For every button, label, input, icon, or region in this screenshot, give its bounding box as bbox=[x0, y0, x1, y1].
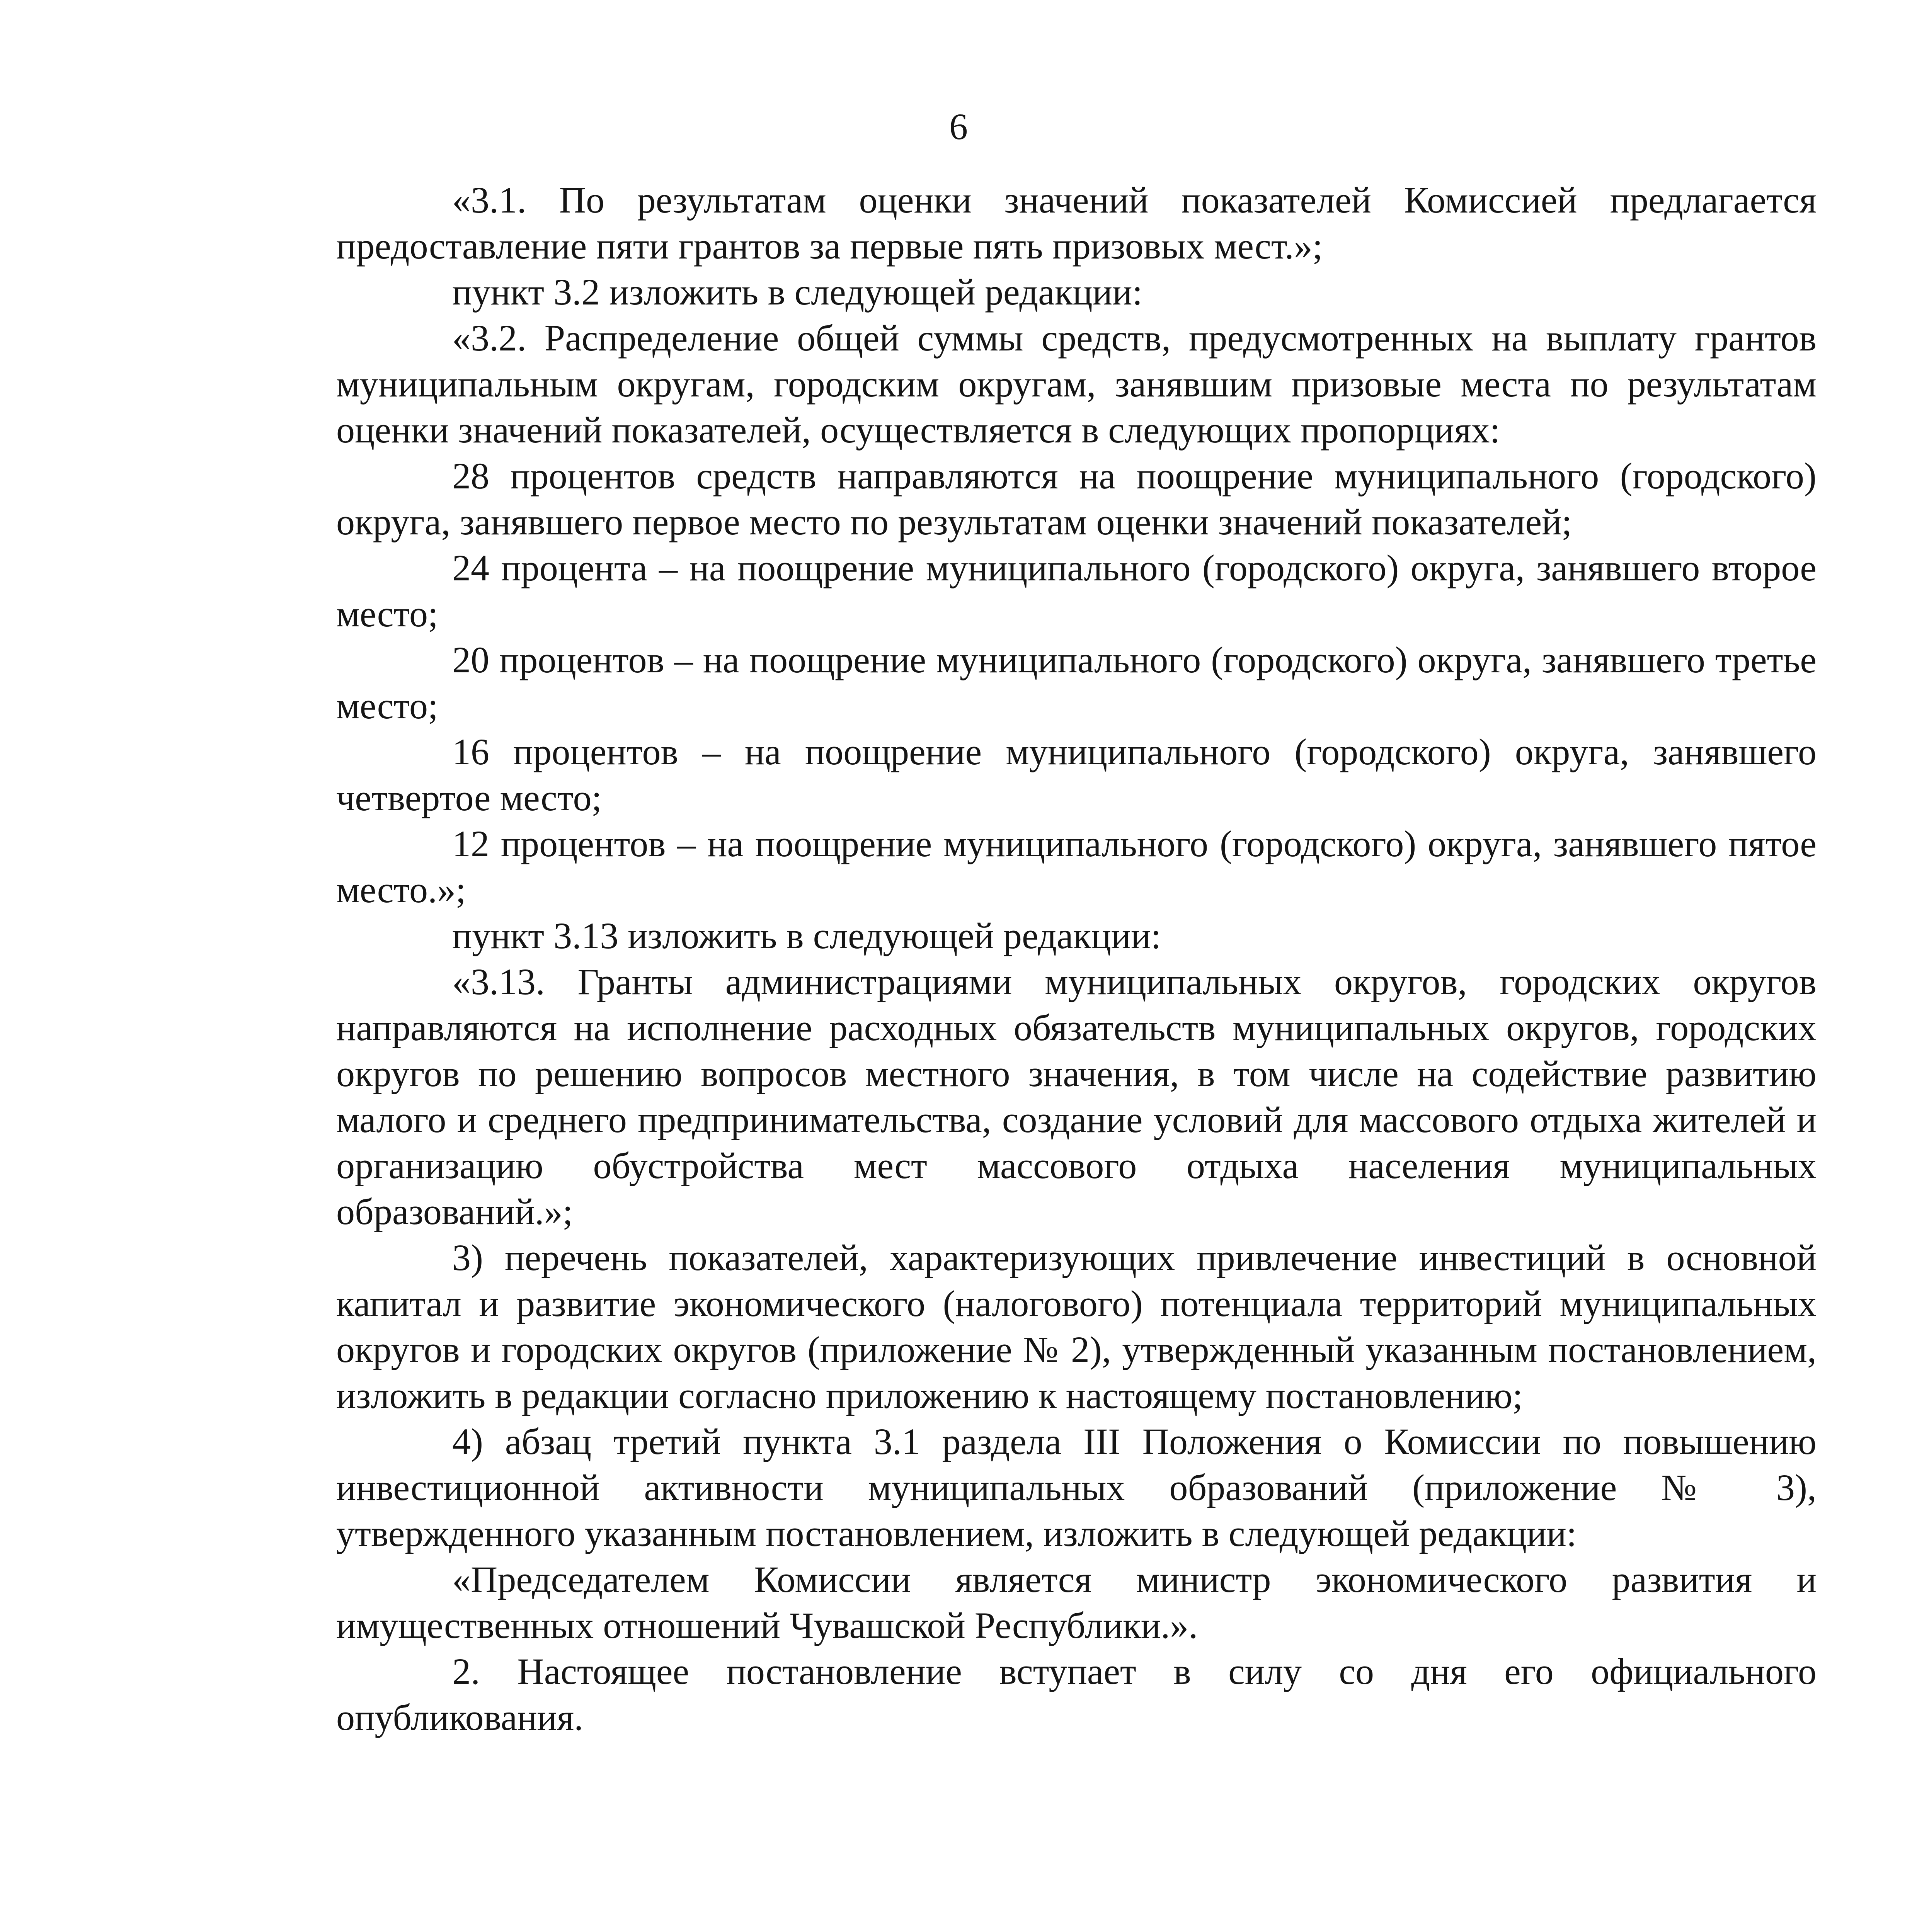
paragraph-3-13-quote: «3.13. Гранты администрациями муниципальных округов, городских округов направляются на исполнение расходных обязательств муниципальных округов, городских округов по решению вопросов местного значения, в том числе на содействие развитию малого и среднего предпринимательства, создание условий для массового отдыха жителей и организацию обустройства мест массового отдыха населения муниципальных образований.»; bbox=[336, 961, 1817, 1232]
paragraph-amend-3-2: пункт 3.2 изложить в следующей редакции: bbox=[452, 271, 1143, 313]
paragraph-12-percent: 12 процентов – на поощрение муниципального (городского) округа, занявшего пятое место.»; bbox=[336, 823, 1817, 910]
paragraph-item-3: 3) перечень показателей, характеризующих привлечение инвестиций в основной капитал и развитие экономического (налогового) потенциала территорий муниципальных округов и городских округов (приложение № 2), утвержденный указанным постановлением, изложить в редакции согласно приложению к настоящему постановлению; bbox=[336, 1237, 1817, 1416]
page-number: 6 bbox=[949, 106, 968, 147]
document-body bbox=[336, 177, 1817, 1740]
paragraph-24-percent: 24 процента – на поощрение муниципального (городского) округа, занявшего второе место; bbox=[336, 547, 1817, 634]
paragraph-item-4: 4) абзац третий пункта 3.1 раздела III Положения о Комиссии по повышению инвестиционной активности муниципальных образований (приложение № 3), утвержденного указанным постановлением, изложить в следующей редакции: bbox=[336, 1421, 1817, 1554]
paragraph-20-percent: 20 процентов – на поощрение муниципального (городского) округа, занявшего третье место; bbox=[336, 639, 1817, 726]
paragraph-16-percent: 16 процентов – на поощрение муниципального (городского) округа, занявшего четвертое место; bbox=[336, 731, 1817, 818]
paragraph-effective-date: 2. Настоящее постановление вступает в силу со дня его официального опубликования. bbox=[336, 1651, 1817, 1738]
paragraph-3-1-quote: «3.1. По результатам оценки значений показателей Комиссией предлагается предоставление пяти грантов за первые пять призовых мест.»; bbox=[336, 179, 1817, 267]
paragraph-3-2-quote: «3.2. Распределение общей суммы средств, предусмотренных на выплату грантов муниципальным округам, городским округам, занявшим призовые места по результатам оценки значений показателей, осуществляется в следующих пропорциях: bbox=[336, 317, 1817, 451]
paragraph-28-percent: 28 процентов средств направляются на поощрение муниципального (городского) округа, занявшего первое место по результатам оценки значений показателей; bbox=[336, 455, 1817, 543]
paragraph-amend-3-13: пункт 3.13 изложить в следующей редакции: bbox=[452, 915, 1161, 956]
paragraph-chairman-quote: «Председателем Комиссии является министр экономического развития и имущественных отношений Чувашской Республики.». bbox=[336, 1559, 1817, 1646]
